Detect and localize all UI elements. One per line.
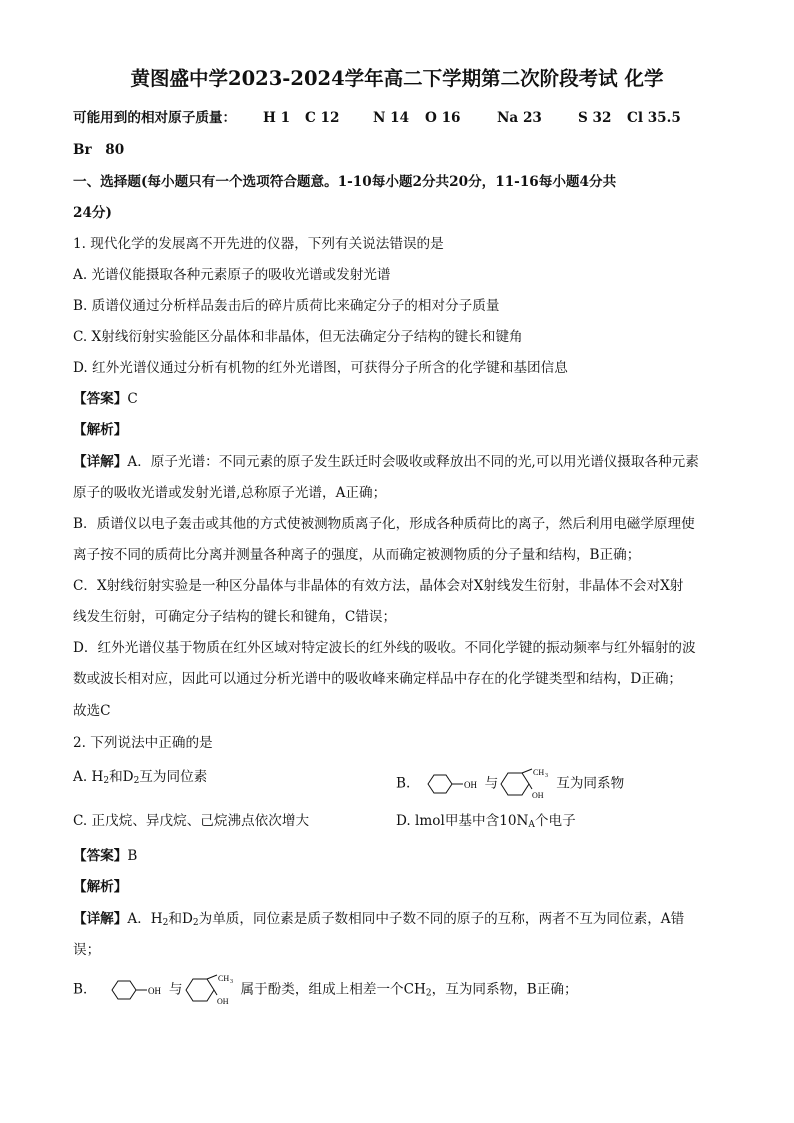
cresol-structure-icon-detail <box>183 973 241 1007</box>
section-heading-line2: 24分) <box>73 205 112 221</box>
cresol-ch3-label: CH <box>533 768 545 777</box>
q2-answer: 【答案】B <box>73 848 138 864</box>
cresol-oh-label-detail: OH <box>216 997 229 1006</box>
phenol-structure-icon <box>423 773 485 795</box>
mass-na: Na 23 <box>497 110 542 126</box>
q1-answer <box>73 389 138 409</box>
q1-detail-line2: 原子的吸收光谱或发射光谱,总称原子光谱，A正确； <box>73 485 387 501</box>
q2-option-a: A. $H_2$和$D_2$互为同位素 <box>73 769 208 786</box>
q2-detail-line2: 误； <box>73 942 101 958</box>
q1-detail-line4: 离子按不同的质荷比分离并测量各种离子的强度，从而确定被测物质的分子量和结构，B正确； <box>73 547 641 563</box>
q1-detail-line3: B．质谱仪以电子轰击或其他的方式使被测物质离子化，形成各种质荷比的离子，然后利用电磁学原理使 <box>73 516 695 532</box>
mass-h: H 1 <box>263 110 291 126</box>
atomic-masses-line <box>73 108 236 128</box>
cresol-ch3-label-detail: CH <box>217 974 229 983</box>
mass-c: C 12 <box>305 110 340 126</box>
q1-option-a: A. 光谱仪能摄取各种元素原子的吸收光谱或发射光谱 <box>73 267 391 283</box>
q2-stem: 2. 下列说法中正确的是 <box>73 735 213 751</box>
q2-analysis-tag: 【解析】 <box>73 879 128 895</box>
phenol-structure-icon-detail <box>107 979 169 1001</box>
q1-option-c: C. X射线衍射实验能区分晶体和非晶体，但无法确定分子结构的键长和键角 <box>73 329 523 345</box>
detail-tag: 【详解】 <box>73 454 128 470</box>
answer-tag: 【答案】 <box>73 391 128 407</box>
q1-detail-line9: 故选C <box>73 703 111 719</box>
mass-br: Br 80 <box>73 142 125 158</box>
q1-detail-line6: 线发生衍射，可确定分子结构的键长和键角，C错误； <box>73 609 397 625</box>
q1-analysis-tag: 【解析】 <box>73 422 128 438</box>
mass-n: N 14 <box>373 110 410 126</box>
q2-detail-line3: B． OH 与 CH 3 OH 属于酚类，组成上相差一个$CH_2$，互为同系物，B正确； <box>73 974 578 1006</box>
section-heading-line1: 一、选择题(每小题只有一个选项符合题意。1-10每小题2分共20分，11-16每小题4分共 <box>73 174 617 190</box>
q1-stem: 1. 现代化学的发展离不开先进的仪器，下列有关说法错误的是 <box>73 236 444 252</box>
answer-value: C <box>127 391 138 407</box>
cresol-ch3-sub: 3 <box>545 773 549 779</box>
q1-detail-line1: 【详解】A．原子光谱：不同元素的原子发生跃迁时会吸收或释放出不同的光,可以用光谱仪摄取各种元素 <box>73 454 699 470</box>
mass-cl: Cl 35.5 <box>627 110 681 126</box>
q1-option-d: D. 红外光谱仪通过分析有机物的红外光谱图，可获得分子所含的化学键和基团信息 <box>73 360 568 376</box>
q2-option-b: B. OH 与 CH 3 OH 互为同系物 <box>396 768 625 800</box>
mass-o: O 16 <box>425 110 461 126</box>
cresol-structure-icon <box>498 767 556 801</box>
cresol-oh-label: OH <box>532 791 544 800</box>
q2-option-d: D. lmol甲基中含$10N_A$个电子 <box>396 813 576 830</box>
page-title: 黄图盛中学2023-2024学年高二下学期第二次阶段考试 化学 <box>130 67 664 90</box>
q1-detail-line8: 数或波长相对应，因此可以通过分析光谱中的吸收峰来确定样品中存在的化学键类型和结构，D正确； <box>73 671 683 687</box>
phenol-oh-label: OH <box>463 780 477 790</box>
atomic-masses-label: 可能用到的相对原子质量： <box>73 110 237 126</box>
q2-option-c: C. 正戊烷、异戊烷、己烷沸点依次增大 <box>73 813 310 829</box>
phenol-oh-label-detail: OH <box>147 986 161 996</box>
q2-detail-line1: 【详解】A．$H_2$和$D_2$为单质，同位素是质子数相同中子数不同的原子的互称，两者不互为同位素，A错 <box>73 911 685 928</box>
cresol-ch3-sub-detail: 3 <box>229 979 233 985</box>
q1-detail-line7: D．红外光谱仪基于物质在红外区域对特定波长的红外线的吸收。不同化学键的振动频率与红外辐射的波 <box>73 640 696 656</box>
mass-s: S 32 <box>578 110 612 126</box>
q1-option-b: B. 质谱仪通过分析样品轰击后的碎片质荷比来确定分子的相对分子质量 <box>73 298 500 314</box>
q1-detail-line5: C．X射线衍射实验是一种区分晶体与非晶体的有效方法，晶体会对X射线发生衍射，非晶体不会对X射 <box>73 578 684 594</box>
